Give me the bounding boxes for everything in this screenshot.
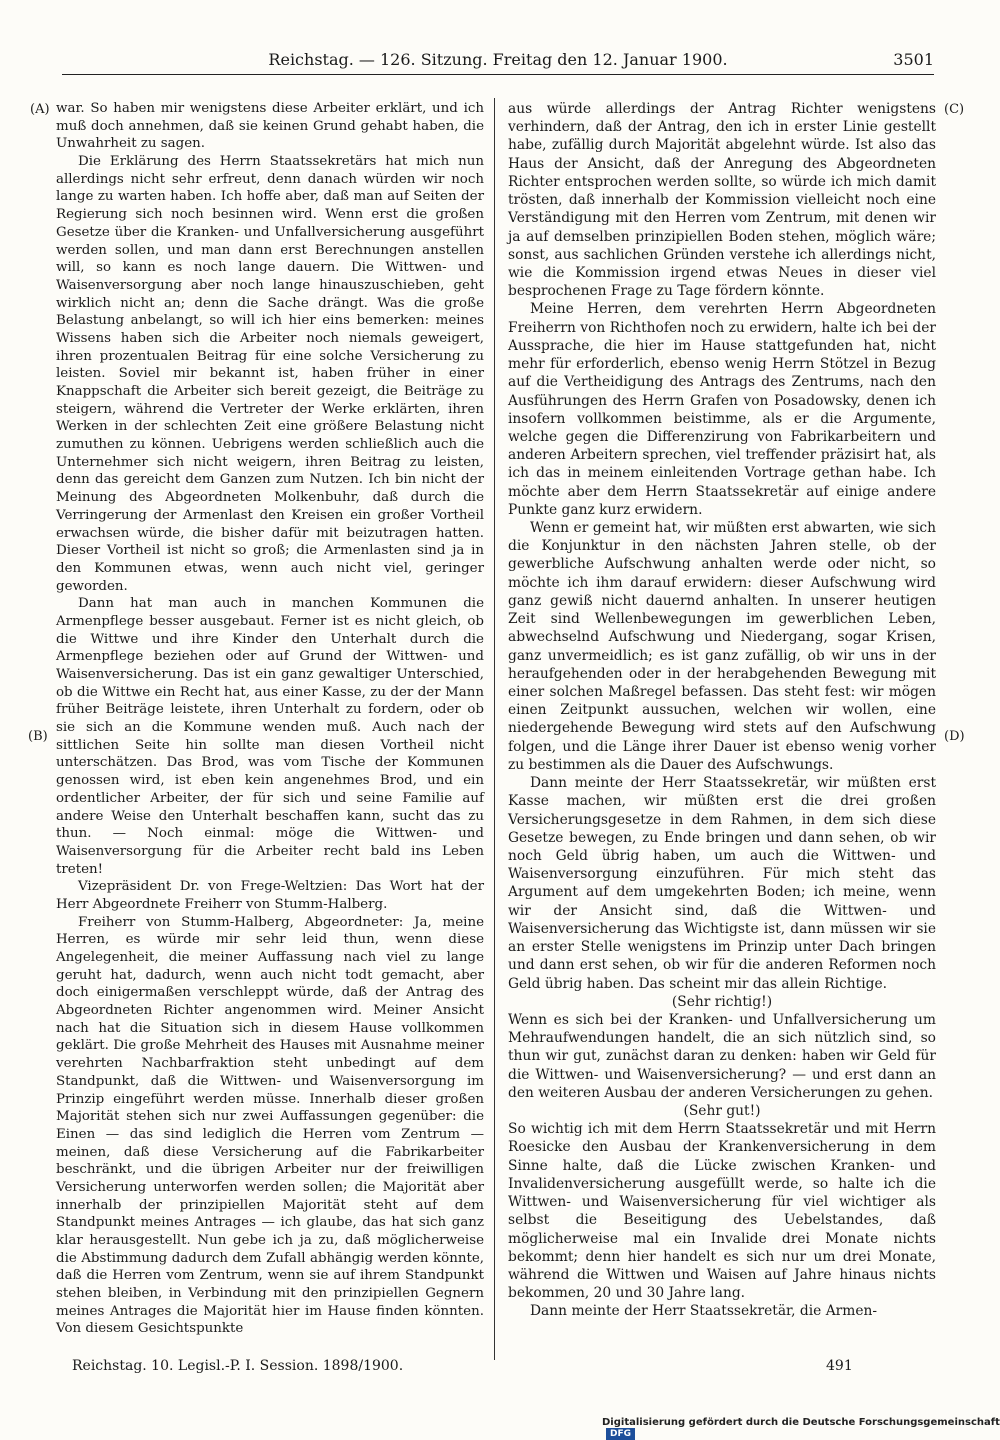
paragraph: Freiherr von Stumm-Halberg, Abgeordneter: Ja, meine Herren, es würde mir sehr leid thun, wenn diese Angelegenheit, die meiner Auffassung nach viel zu lange geruht hat, dadurch, wenn auch nicht todt gemacht, aber doch einigermaßen verschleppt würde, daß der Antrag des Abgeordneten Richter angenommen wird. Meiner Ansicht nach hat die Situation sich in diesem Hause vollkommen geklärt. Die große Mehrheit des Hauses mit Ausnahme meiner verehrten Nachbarfraktion steht unbedingt auf dem Standpunkt, daß die Wittwen- und Waisenversorgung im Prinzip eingeführt werden müsse. Innerhalb dieser großen Majorität stehen sich nur zwei Auffassungen gegenüber: die Einen — das sind lediglich die Herren vom Zentrum — meinen, daß diese Versicherung auf die Fabrikarbeiter beschränkt, und die übrigen Arbeiter nur der freiwilligen Versicherung unterworfen werden sollen; die Majorität aber innerhalb der prinzipiellen Majorität steht auf dem Standpunkt meines Antrages — ich glaube, das hat sich ganz klar herausgestellt. Nun gebe ich ja zu, daß möglicherweise die Abstimmung dadurch dem Zufall abhängig werden könnte, daß die Herren vom Zentrum, wenn sie auf ihrem Standpunkt stehen bleiben, in Verbindung mit den prinzipiellen Gegnern meines Antrages die Majorität hier im Hause finden könnten. Von diesem Gesichtspunkte [56,914,484,1337]
margin-marker-d: (D) [944,729,965,744]
paragraph: war. So haben mir wenigstens diese Arbeiter erklärt, und ich muß doch annehmen, daß sie keinen Grund gehabt haben, die Unwahrheit zu sagen. [56,101,484,152]
dfg-credit-text: Digitalisierung gefördert durch die Deutsche Forschungsgemeinschaft [602,1417,1000,1428]
left-column [56,100,484,1338]
margin-marker-a: (A) [30,102,50,117]
paragraph: Wenn es sich bei der Kranken- und Unfallversicherung um Mehraufwendungen handelt, die an sich nützlich sind, so thun wir gut, zunächst daran zu denken: haben wir Geld für die Wittwen- und Waisenversicherung? — und erst dann an den weiteren Ausbau der anderen Versicherungen zu gehen. [508,1011,936,1101]
paragraph: aus würde allerdings der Antrag Richter wenigstens verhindern, daß der Antrag, den ich in erster Linie gestellt habe, zufällig durch Majorität abgelehnt würde. Ist also das Haus der Ansicht, daß der Anregung des Abgeordneten Richter entsprochen werden sollte, so würde ich mich damit trösten, daß innerhalb der Kommission vielleicht noch eine Verständigung mit den Herren vom Zentrum, mit denen wir ja auf demselben prinzipiellen Boden stehen, möglich wäre; sonst, aus sachlichen Gründen verstehe ich allerdings nicht, wie die Kommission irgend etwas Neues in dieser viel besprochenen Frage zu Tage fördern könnte. [508,101,936,300]
paragraph: Vizepräsident Dr. von Frege-Weltzien: Das Wort hat der Herr Abgeordnete Freiherr von Stumm-Halberg. [56,879,484,912]
dfg-logo: DFG [606,1428,635,1440]
margin-marker-b: (B) [28,729,48,744]
paragraph: Dann hat man auch in manchen Kommunen die Armenpflege besser ausgebaut. Ferner ist es nicht gleich, ob die Wittwe und ihre Kinder den Unterhalt durch die Armenpflege beziehen oder auf Grund der Wittwen- und Waisenversicherung. Das ist ein ganz gewaltiger Unterschied, ob die Wittwe ein Recht hat, aus einer Kasse, zu der der Mann früher Beiträge leistete, ihren Unterhalt zu fordern, oder ob sie sich an die Kommune wenden muß. Auch nach der sittlichen Seite hin sollte man diesen Vortheil nicht unterschätzen. Das Brod, was vom Tische der Kommunen genossen wird, ist eben kein angenehmes Brod, und ein ordentlicher Arbeiter, der für sich und seine Familie auf andere Weise den Unterhalt beschaffen kann, sucht das zu thun. — Noch einmal: möge die Wittwen- und Waisenversorgung für die Arbeiter recht bald ins Leben treten! [56,596,484,877]
paragraph: (Sehr richtig!) [671,993,773,1010]
margin-marker-c: (C) [944,102,965,117]
footer-session: Reichstag. 10. Legisl.-P. I. Session. 1898/1900. [72,1358,404,1374]
page-number: 3501 [893,50,934,69]
paragraph: Meine Herren, dem verehrten Herrn Abgeordneten Freiherrn von Richthofen noch zu erwidern, halte ich bei der Aussprache, die hier im Hause stattgefunden hat, nicht mehr für erforderlich, ebenso wenig Herrn Stötzel in Bezug auf die Vertheidigung des Antrags des Zentrums, nach den Ausführungen des Herrn Grafen von Posadowsky, denen ich insofern vollkommen beistimme, als er die Argumente, welche gegen die Differenzirung von Fabrikarbeitern und anderen Arbeitern sprechen, viel treffender präzisirt hat, als ich das in meinem einleitenden Vortrage gethan habe. Ich möchte aber dem Herrn Staatssekretär auf einige andere Punkte ganz kurz erwidern. [508,301,936,518]
footer-sheet-number: 491 [826,1358,853,1374]
dfg-credit [602,1417,1000,1440]
paragraph: Wenn er gemeint hat, wir müßten erst abwarten, wie sich die Konjunktur in den nächsten Jahren stelle, ob der gewerbliche Aufschwung anhalten werde oder nicht, so möchte ich ihm darauf erwidern: dieser Aufschwung wird ganz gewiß nicht dauernd anhalten. In unserer heutigen Zeit sind Wellenbewegungen im gewerblichen Leben, abwechselnd Aufschwung und Niedergang, sogar Krisen, ganz unvermeidlich; es ist ganz zufällig, ob wir uns in der heraufgehenden oder in der herabgehenden Bewegung mit einer solchen Maßregel befassen. Das steht fest: wir mögen einen Zeitpunkt aussuchen, welchen wir wollen, eine niedergehende Bewegung wird stets auf den Aufschwung folgen, und die Länge ihrer Dauer ist ebenso wenig vorher zu bestimmen als die Dauer des Aufschwungs. [508,520,936,773]
paragraph: Dann meinte der Herr Staatssekretär, die Armen- [530,1303,878,1320]
running-title: Reichstag. — 126. Sitzung. Freitag den 12. Januar 1900. [268,50,728,69]
right-column [508,100,936,1321]
paragraph: Die Erklärung des Herrn Staatssekretärs hat mich nun allerdings nicht sehr erfreut, denn danach würden wir noch lange zu warten haben. Ich hoffe aber, daß man auf Seiten der Regierung sich noch besinnen wird. Wenn erst die großen Gesetze über die Kranken- und Unfallversicherung ausgeführt werden sollen, und man dann erst Berechnungen anstellen will, so kann es noch lange dauern. Die Wittwen- und Waisenversorgung aber noch lange hinauszuschieben, geht wirklich nicht an; denn die Sache drängt. Was die große Belastung anbelangt, so will ich hier eins bemerken: meines Wissens haben sich die Arbeiter noch niemals geweigert, ihren prozentualen Beitrag für eine solche Versicherung zu leisten. Soviel mir bekannt ist, haben früher in einer Knappschaft die Arbeiter sich bereit gezeigt, die Beiträge zu steigern, während die Vertreter der Werke erklärten, ihren Werken in der schlechten Zeit eine größere Belastung nicht zumuthen zu können. Uebrigens werden schließlich auch die Unternehmer sich nicht weigern, ihren Beitrag zu leisten, denn das gereicht dem Ganzen zum Nutzen. Ich bin nicht der Meinung des Abgeordneten Molkenbuhr, daß durch die Verringerung der Armenlast den Kreisen ein großer Vortheil erwachsen würde, die bisher dafür mit beizutragen hatten. Dieser Vortheil ist nicht so groß; die Armenlasten sind ja in den Kommunen etwas, wenn auch nicht viel, geringer geworden. [56,154,484,594]
column-divider [494,98,495,1360]
page-header [62,50,934,75]
paragraph: So wichtig ich mit dem Herrn Staatssekretär und mit Herrn Roesicke den Ausbau der Krankenversicherung in dem Sinne halte, daß die Lücke zwischen Kranken- und Invalidenversicherung ausgefüllt werde, so halte ich die Wittwen- und Waisenversicherung für viel wichtiger als selbst die Beseitigung des Uebelstandes, daß möglicherweise mal ein Invalide drei Monate nichts bekommt; denn hier handelt es sich nur um drei Monate, während die Wittwen und Waisen auf Jahre hinaus nichts bekommen, 20 und 30 Jahre lang. [508,1121,936,1302]
paragraph: Dann meinte der Herr Staatssekretär, wir müßten erst Kasse machen, wir müßten erst die drei großen Versicherungsgesetze in dem Rahmen, in dem sich diese Gesetze bewegen, zu Ende bringen und dann sehen, ob wir noch Geld übrig haben, um auch die Wittwen- und Waisenversorgung einzuführen. Für mich steht das Argument auf dem umgekehrten Boden; ich meine, wenn wir der Ansicht sind, daß die Wittwen- und Waisenversicherung das Wichtigste ist, dann müssen wir sie an erster Stelle wenigstens im Prinzip unter Dach bringen und dann erst sehen, ob wir für die anderen Reformen noch Geld übrig haben. Das scheint mir das allein Richtige. [508,775,936,992]
paragraph: (Sehr gut!) [683,1103,761,1120]
